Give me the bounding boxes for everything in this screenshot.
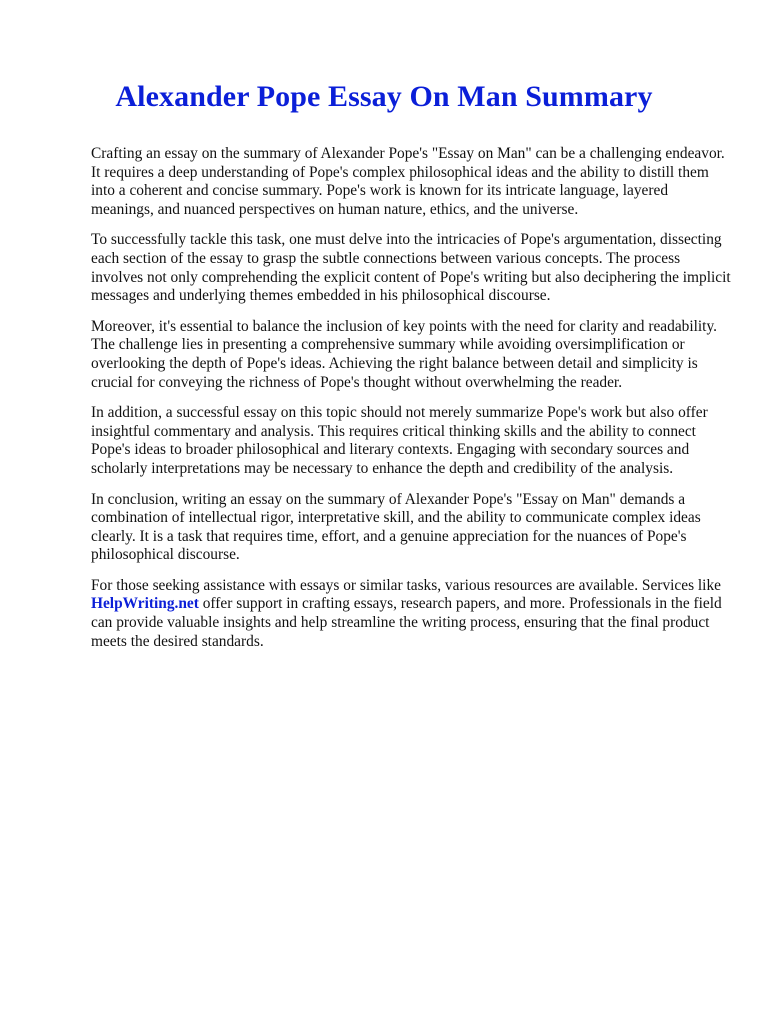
helpwriting-link[interactable]: HelpWriting.net [91,595,199,613]
paragraph-6-before-link: For those seeking assistance with essays or similar tasks, various resources are available. Services like [91,576,721,594]
paragraph-2: To successfully tackle this task, one must delve into the intricacies of Pope's argumentation, dissecting each section of the essay to grasp the subtle connections between various concepts. The process involves not only comprehending the explicit content of Pope's writing but also deciphering the implicit messages and underlying themes embedded in his philosophical discourse. [91,231,731,305]
paragraph-4: In addition, a successful essay on this topic should not merely summarize Pope's work but also offer insightful commentary and analysis. This requires critical thinking skills and the ability to connect Pope's ideas to broader philosophical and literary contexts. Engaging with secondary sources and scholarly interpretations may be necessary to enhance the depth and credibility of the analysis. [91,404,708,477]
document-body [91,145,731,663]
paragraph-6 [91,577,731,651]
page-title: Alexander Pope Essay On Man Summary [115,80,653,113]
paragraph-5: In conclusion, writing an essay on the summary of Alexander Pope's "Essay on Man" demands a combination of intellectual rigor, interpretative skill, and the ability to communicate complex ideas clearly. It is a task that requires time, effort, and a genuine appreciation for the nuances of Pope's philosophical discourse. [91,490,701,564]
paragraph-3: Moreover, it's essential to balance the inclusion of key points with the need for clarity and readability. The challenge lies in presenting a comprehensive summary while avoiding oversimplification or overlooking the depth of Pope's ideas. Achieving the right balance between detail and simplicity is crucial for conveying the richness of Pope's thought without overwhelming the reader. [91,317,718,391]
paragraph-1: Crafting an essay on the summary of Alexander Pope's "Essay on Man" can be a challenging endeavor. It requires a deep understanding of Pope's complex philosophical ideas and the ability to distill them into a coherent and concise summary. Pope's work is known for its intricate language, layered meanings, and nuanced perspectives on human nature, ethics, and the universe. [91,145,725,218]
paragraph-6-after-link: offer support in crafting essays, research papers, and more. Professionals in the field can provide valuable insights and help streamline the writing process, ensuring that the final product meets the desired standards. [91,595,722,650]
